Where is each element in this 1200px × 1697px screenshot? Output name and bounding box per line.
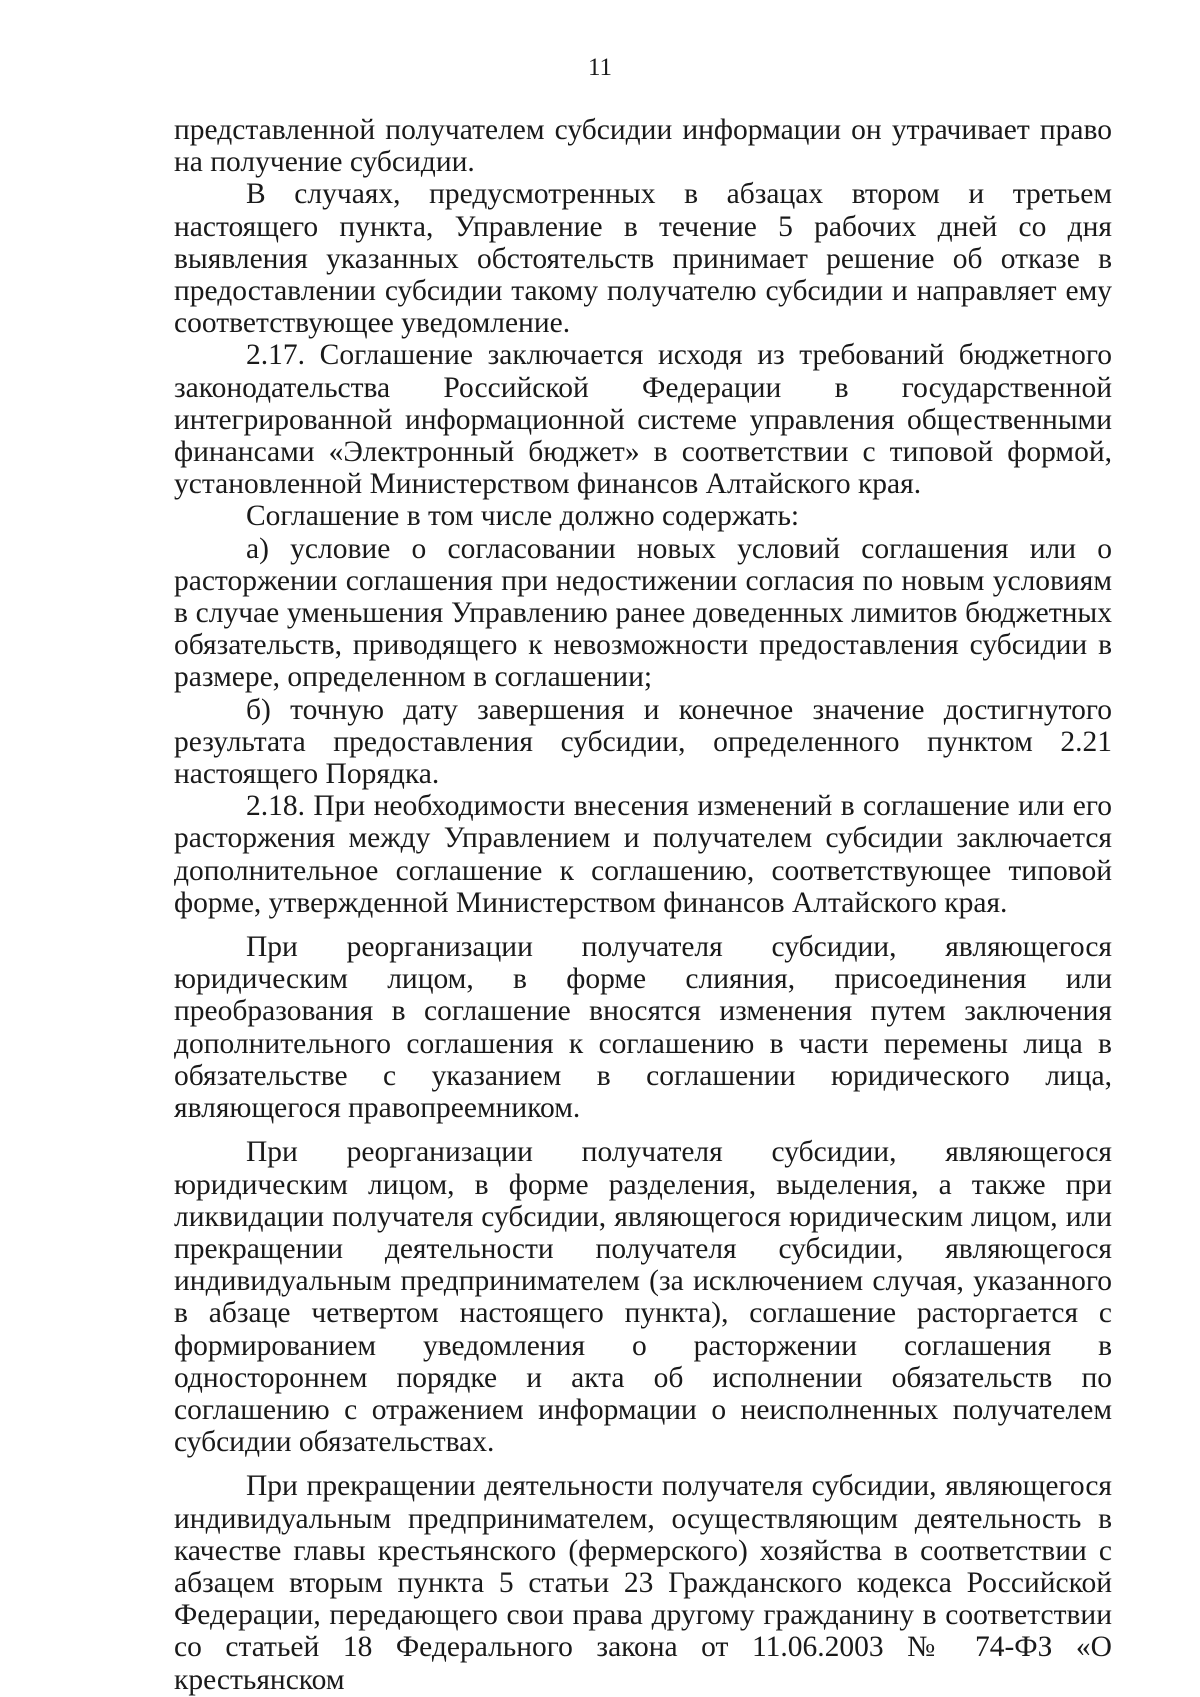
document-body: [174, 114, 1112, 1696]
paragraph: При реорганизации получателя субсидии, являющегося юридическим лицом, в форме разделения, выделения, а также при ликвидации получателя субсидии, являющегося юридическим лицом, или прекращении деятельности получателя субсидии, являющегося индивидуальным предпринимателем (за исключением случая, указанного в абзаце четвертом настоящего пункта), соглашение расторгается с формированием уведомления о расторжении соглашения в одностороннем порядке и акта об исполнении обязательств по соглашению с отражением информации о неисполненных получателем субсидии обязательствах.: [174, 1136, 1112, 1459]
paragraph: 2.17. Соглашение заключается исходя из требований бюджетного законодательства Российской Федерации в государственной интегрированной информационной системе управления общественными финансами «Электронный бюджет» в соответствии с типовой формой, установленной Министерством финансов Алтайского края.: [174, 339, 1112, 501]
paragraph: а) условие о согласовании новых условий соглашения или о расторжении соглашения при недостижении согласия по новым условиям в случае уменьшения Управлению ранее доведенных лимитов бюджетных обязательств, приводящего к невозможности предоставления субсидии в размере, определенном в соглашении;: [174, 532, 1112, 694]
paragraph: Соглашение в том числе должно содержать:: [246, 500, 800, 533]
paragraph: б) точную дату завершения и конечное значение достигнутого результата предоставления субсидии, определенного пунктом 2.21 настоящего Порядка.: [174, 693, 1112, 791]
paragraph: представленной получателем субсидии информации он утрачивает право на получение субсидии.: [174, 114, 1112, 179]
paragraph: При прекращении деятельности получателя субсидии, являющегося индивидуальным предпринимателем, осуществляющим деятельность в качестве главы крестьянского (фермерского) хозяйства в соответствии с абзацем вторым пункта 5 статьи 23 Гражданского кодекса Российской Федерации, передающего свои права другому гражданину в соответствии со статьей 18 Федерального закона от 11.06.2003 № 74-ФЗ «О крестьянском: [174, 1470, 1112, 1696]
paragraph: В случаях, предусмотренных в абзацах втором и третьем настоящего пункта, Управление в течение 5 рабочих дней со дня выявления указанных обстоятельств принимает решение об отказе в предоставлении субсидии такому получателю субсидии и направляет ему соответствующее уведомление.: [174, 178, 1112, 340]
paragraph: При реорганизации получателя субсидии, являющегося юридическим лицом, в форме слияния, присоединения или преобразования в соглашение вносятся изменения путем заключения дополнительного соглашения к соглашению в части перемены лица в обязательстве с указанием в соглашении юридического лица, являющегося правопреемником.: [174, 931, 1112, 1125]
paragraph: 2.18. При необходимости внесения изменений в соглашение или его расторжения между Управлением и получателем субсидии заключается дополнительное соглашение к соглашению, соответствующее типовой форме, утвержденной Министерством финансов Алтайского края.: [174, 790, 1112, 919]
page-number: 11: [587, 54, 613, 81]
